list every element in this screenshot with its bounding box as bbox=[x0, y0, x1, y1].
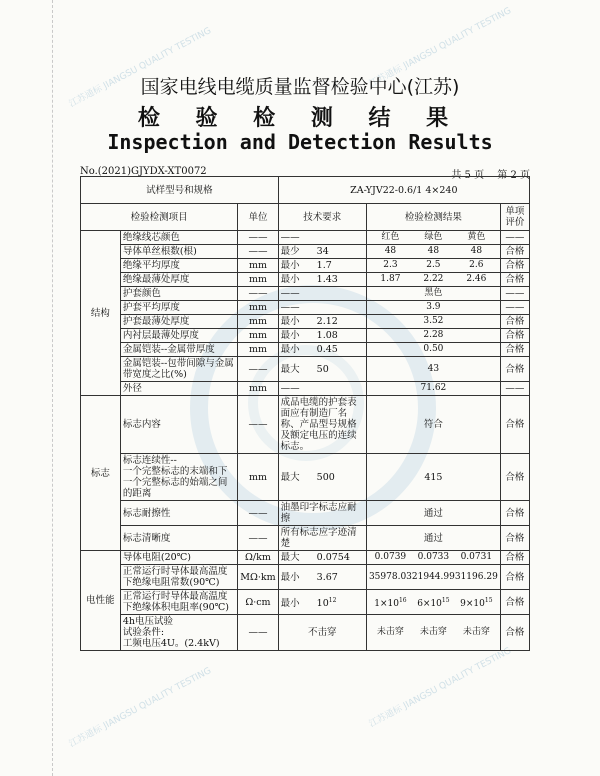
result-value: 43 bbox=[427, 363, 440, 374]
evaluation-cell: 合格 bbox=[500, 565, 529, 590]
result-value bbox=[369, 316, 412, 327]
requirement-cell: 最小 0.45 bbox=[278, 343, 366, 357]
table-row bbox=[81, 315, 530, 329]
result-value bbox=[369, 302, 412, 313]
unit-cell: MΩ·km bbox=[238, 565, 278, 590]
item-name: 内衬层最薄处厚度 bbox=[120, 329, 237, 343]
unit-cell: mm bbox=[238, 343, 278, 357]
result-cell bbox=[366, 301, 500, 315]
result-value: 2.22 bbox=[423, 274, 444, 284]
result-value: 0.0739 bbox=[374, 552, 407, 562]
result-value bbox=[455, 288, 498, 299]
evaluation-cell: 合格 bbox=[500, 551, 529, 565]
evaluation-cell: 合格 bbox=[500, 343, 529, 357]
group-label-marking: 标志 bbox=[81, 396, 121, 551]
result-value bbox=[455, 330, 498, 341]
result-cell bbox=[366, 287, 500, 301]
result-value: 48 bbox=[427, 246, 440, 256]
col-requirement: 技术要求 bbox=[278, 204, 366, 231]
model-label: 试样型号和规格 bbox=[81, 177, 279, 204]
table-row bbox=[81, 273, 530, 287]
requirement-cell: 最少 34 bbox=[278, 245, 366, 259]
item-name: 绝缘线芯颜色 bbox=[120, 231, 237, 245]
model-value: ZA-YJV22-0.6/1 4×240 bbox=[278, 177, 529, 204]
table-row bbox=[81, 526, 530, 551]
watermark-text: 江苏通标 JIANGSU QUALITY TESTING bbox=[367, 646, 514, 730]
table-row bbox=[81, 501, 530, 526]
table-row bbox=[81, 396, 530, 454]
unit-cell: —— bbox=[238, 231, 278, 245]
requirement-cell: 最小 $10^{12}$ bbox=[278, 590, 366, 615]
col-evaluation: 单项 评价 bbox=[500, 204, 529, 231]
evaluation-cell: 合格 bbox=[500, 615, 529, 651]
result-cell: 符合 bbox=[366, 396, 500, 454]
item-name: 4h电压试验 试验条件: 工频电压4U。(2.4kV) bbox=[120, 615, 237, 651]
item-name: 标志内容 bbox=[120, 396, 237, 454]
result-value: 未击穿 bbox=[462, 627, 490, 637]
result-cell: 通过 bbox=[366, 526, 500, 551]
result-value bbox=[369, 288, 412, 299]
result-value: 2.6 bbox=[469, 260, 484, 270]
organization-title: 国家电线电缆质量监督检验中心(江苏) bbox=[140, 76, 460, 98]
requirement-cell: —— bbox=[278, 287, 366, 301]
result-cell bbox=[366, 357, 500, 382]
report-number: No.(2021)GJYDX-XT0072 bbox=[80, 166, 207, 177]
requirement-cell: —— bbox=[278, 382, 366, 396]
result-value: $1\times 10^{16}$ bbox=[374, 596, 407, 609]
evaluation-cell: 合格 bbox=[500, 273, 529, 287]
item-name: 标志清晰度 bbox=[120, 526, 237, 551]
item-name: 外径 bbox=[120, 382, 237, 396]
result-value bbox=[369, 383, 412, 394]
requirement-cell: 最小 3.67 bbox=[278, 565, 366, 590]
unit-cell: —— bbox=[238, 501, 278, 526]
col-item: 检验检测项目 bbox=[81, 204, 238, 231]
table-row bbox=[81, 382, 530, 396]
requirement-cell: 最小 1.08 bbox=[278, 329, 366, 343]
watermark-text: 江苏通标 JIANGSU QUALITY TESTING bbox=[367, 6, 514, 90]
result-value: 绿色 bbox=[424, 232, 443, 242]
requirement-cell: 最大 500 bbox=[278, 454, 366, 501]
evaluation-cell: 合格 bbox=[500, 315, 529, 329]
result-value: 48 bbox=[470, 246, 483, 256]
requirement-cell: 最大 50 bbox=[278, 357, 366, 382]
result-cell bbox=[366, 615, 500, 651]
evaluation-cell: 合格 bbox=[500, 245, 529, 259]
unit-cell: —— bbox=[238, 396, 278, 454]
table-row bbox=[81, 590, 530, 615]
result-cell bbox=[366, 245, 500, 259]
evaluation-cell: 合格 bbox=[500, 590, 529, 615]
evaluation-cell: —— bbox=[500, 382, 529, 396]
requirement-cell: 最大 0.0754 bbox=[278, 551, 366, 565]
evaluation-cell: 合格 bbox=[500, 454, 529, 501]
item-name: 绝缘最薄处厚度 bbox=[120, 273, 237, 287]
requirement-cell: 最小 1.43 bbox=[278, 273, 366, 287]
evaluation-cell: 合格 bbox=[500, 501, 529, 526]
result-value: 3.9 bbox=[426, 302, 441, 312]
result-cell bbox=[366, 382, 500, 396]
result-value: 31196.29 bbox=[454, 571, 498, 582]
evaluation-cell: —— bbox=[500, 301, 529, 315]
table-row bbox=[81, 615, 530, 651]
result-cell bbox=[366, 565, 500, 590]
result-value: 1.87 bbox=[380, 274, 401, 284]
requirement-cell: —— bbox=[278, 301, 366, 315]
page-count: 共 5 页 第 2 页 bbox=[451, 170, 530, 181]
report-title-en: Inspection and Detection Results bbox=[107, 130, 493, 154]
result-value: $6\times 10^{15}$ bbox=[417, 596, 450, 609]
table-row bbox=[81, 259, 530, 273]
result-value: 2.3 bbox=[383, 260, 398, 270]
table-row bbox=[81, 454, 530, 501]
col-result: 检验检测结果 bbox=[366, 204, 500, 231]
result-value: 黄色 bbox=[467, 232, 486, 242]
unit-cell: mm bbox=[238, 454, 278, 501]
result-value bbox=[455, 364, 498, 375]
result-value: 48 bbox=[384, 246, 397, 256]
requirement-cell: 最小 2.12 bbox=[278, 315, 366, 329]
watermark-text: 江苏通标 JIANGSU QUALITY TESTING bbox=[67, 666, 214, 750]
evaluation-cell: 合格 bbox=[500, 396, 529, 454]
unit-cell: —— bbox=[238, 287, 278, 301]
result-value: 未击穿 bbox=[376, 627, 404, 637]
unit-cell: mm bbox=[238, 259, 278, 273]
evaluation-cell: 合格 bbox=[500, 329, 529, 343]
result-cell bbox=[366, 231, 500, 245]
item-name: 护套平均厚度 bbox=[120, 301, 237, 315]
evaluation-cell: —— bbox=[500, 231, 529, 245]
result-value: 黑色 bbox=[424, 288, 443, 298]
model-row bbox=[81, 177, 530, 204]
result-cell bbox=[366, 273, 500, 287]
col-unit: 单位 bbox=[238, 204, 278, 231]
result-value bbox=[455, 316, 498, 327]
result-cell bbox=[366, 551, 500, 565]
requirement-cell: 不击穿 bbox=[278, 615, 366, 651]
table-row bbox=[81, 301, 530, 315]
result-cell bbox=[366, 315, 500, 329]
table-row bbox=[81, 329, 530, 343]
result-value: 35978.03 bbox=[368, 571, 412, 582]
evaluation-cell: 合格 bbox=[500, 259, 529, 273]
result-cell bbox=[366, 259, 500, 273]
item-name: 正常运行时导体最高温度下绝缘电阻常数(90℃) bbox=[120, 565, 237, 590]
table-row bbox=[81, 245, 530, 259]
unit-cell: mm bbox=[238, 301, 278, 315]
table-row bbox=[81, 357, 530, 382]
group-label-structure: 结构 bbox=[81, 231, 121, 396]
result-value: 21944.99 bbox=[411, 571, 455, 582]
result-cell bbox=[366, 590, 500, 615]
result-value: 0.0733 bbox=[417, 552, 450, 562]
requirement-cell: 成品电缆的护套表面应有制造厂名称、产品型号规格及额定电压的连续标志。 bbox=[278, 396, 366, 454]
unit-cell: —— bbox=[238, 357, 278, 382]
result-value: 2.5 bbox=[426, 260, 441, 270]
result-value bbox=[455, 344, 498, 355]
watermark-text: 江苏通标 JIANGSU QUALITY TESTING bbox=[67, 26, 214, 110]
results-table bbox=[80, 176, 530, 651]
result-cell: 通过 bbox=[366, 501, 500, 526]
evaluation-cell: 合格 bbox=[500, 357, 529, 382]
unit-cell: —— bbox=[238, 526, 278, 551]
requirement-cell: 所有标志应字迹清楚 bbox=[278, 526, 366, 551]
result-value bbox=[369, 344, 412, 355]
result-cell: 415 bbox=[366, 454, 500, 501]
result-value: 71.62 bbox=[420, 383, 447, 393]
table-row bbox=[81, 343, 530, 357]
result-value: 0.0731 bbox=[460, 552, 493, 562]
requirement-cell: 油墨印字标志应耐擦 bbox=[278, 501, 366, 526]
result-value: $9\times 10^{15}$ bbox=[460, 596, 493, 609]
result-value bbox=[455, 302, 498, 313]
unit-cell: mm bbox=[238, 315, 278, 329]
column-header-row bbox=[81, 204, 530, 231]
result-value bbox=[369, 364, 412, 375]
result-value: 2.28 bbox=[423, 330, 444, 340]
item-name: 导体电阻(20℃) bbox=[120, 551, 237, 565]
table-row bbox=[81, 551, 530, 565]
item-name: 标志连续性-- 一个完整标志的末端和下一个完整标志的始端之间的距离 bbox=[120, 454, 237, 501]
table-row bbox=[81, 565, 530, 590]
unit-cell: Ω·cm bbox=[238, 590, 278, 615]
item-name: 标志耐擦性 bbox=[120, 501, 237, 526]
table-row bbox=[81, 287, 530, 301]
evaluation-cell: 合格 bbox=[500, 526, 529, 551]
result-cell bbox=[366, 343, 500, 357]
result-value: 3.52 bbox=[423, 316, 444, 326]
unit-cell: —— bbox=[238, 245, 278, 259]
result-value: 0.50 bbox=[423, 344, 444, 354]
table-row bbox=[81, 231, 530, 245]
unit-cell: mm bbox=[238, 382, 278, 396]
result-value: 红色 bbox=[381, 232, 400, 242]
item-name: 护套最薄处厚度 bbox=[120, 315, 237, 329]
result-value bbox=[369, 330, 412, 341]
result-value: 未击穿 bbox=[419, 627, 447, 637]
item-name: 正常运行时导体最高温度下绝缘体积电阻率(90℃) bbox=[120, 590, 237, 615]
item-name: 护套颜色 bbox=[120, 287, 237, 301]
item-name: 金属铠装--金属带厚度 bbox=[120, 343, 237, 357]
unit-cell: mm bbox=[238, 273, 278, 287]
result-cell bbox=[366, 329, 500, 343]
unit-cell: —— bbox=[238, 615, 278, 651]
item-name: 金属铠装--包带间隙与金属带宽度之比(%) bbox=[120, 357, 237, 382]
result-value: 2.46 bbox=[466, 274, 487, 284]
unit-cell: Ω/km bbox=[238, 551, 278, 565]
requirement-cell: —— bbox=[278, 231, 366, 245]
evaluation-cell: —— bbox=[500, 287, 529, 301]
item-name: 绝缘平均厚度 bbox=[120, 259, 237, 273]
report-title: 检 验 检 测 结 果 bbox=[137, 106, 463, 131]
result-value bbox=[455, 383, 498, 394]
group-label-electrical: 电性能 bbox=[81, 551, 121, 651]
item-name: 导体单丝根数(根) bbox=[120, 245, 237, 259]
requirement-cell: 最小 1.7 bbox=[278, 259, 366, 273]
unit-cell: mm bbox=[238, 329, 278, 343]
